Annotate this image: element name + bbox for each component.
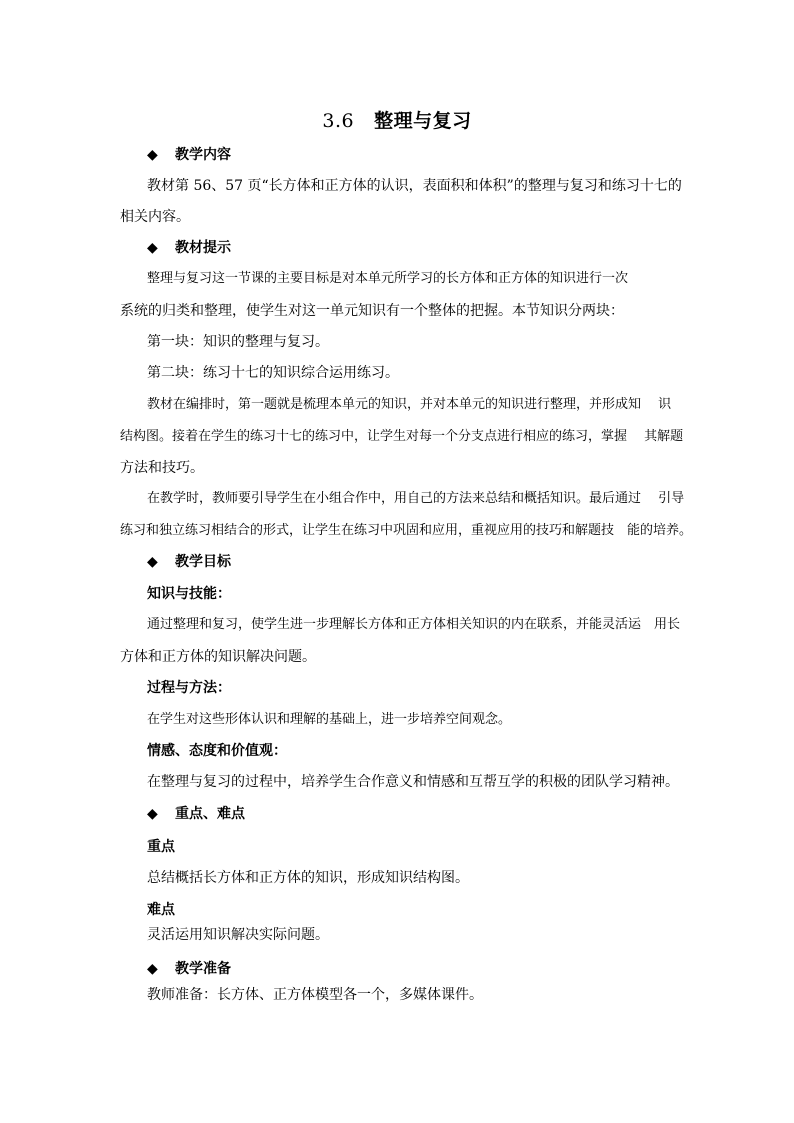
section-heading-hints <box>147 239 231 257</box>
paragraph-line: 相关内容。 <box>120 209 190 225</box>
paragraph-line: 在整理与复习的过程中，培养学生合作意义和情感和互帮互学的积极的团队学习精神。 <box>147 774 679 790</box>
section-heading-prep <box>147 960 231 978</box>
section-heading-text: 教材提示 <box>175 240 231 256</box>
paragraph-line: 练习和独立练习相结合的形式，让学生在练习中巩固和应用，重视应用的技巧和解题技 能的培养。 <box>120 523 693 538</box>
diamond-bullet-icon: ◆ <box>147 554 158 570</box>
diamond-bullet-icon: ◆ <box>147 806 158 822</box>
subheading-key: 重点 <box>147 839 175 855</box>
paragraph-line: 教材在编排时，第一题就是梳理本单元的知识，并对本单元的知识进行整理，并形成知 识 <box>147 397 672 412</box>
paragraph-line: 第二块：练习十七的知识综合运用练习。 <box>147 365 399 381</box>
subheading-difficulty: 难点 <box>147 902 175 918</box>
diamond-bullet-icon: ◆ <box>147 147 158 163</box>
page-title <box>0 106 794 133</box>
paragraph-line: 教材第 56、57 页“长方体和正方体的认识，表面积和体积”的整理与复习和练习十七的 <box>147 178 682 194</box>
section-heading-text: 重点、难点 <box>175 806 245 822</box>
paragraph-line: 在教学时，教师要引导学生在小组合作中，用自己的方法来总结和概括知识。最后通过 引导 <box>147 491 685 506</box>
paragraph-line: 方体和正方体的知识解决问题。 <box>120 649 316 665</box>
paragraph-line: 总结概括长方体和正方体的知识，形成知识结构图。 <box>147 870 469 886</box>
paragraph-line: 第一块：知识的整理与复习。 <box>147 334 329 350</box>
diamond-bullet-icon: ◆ <box>147 240 158 256</box>
section-heading-text: 教学准备 <box>175 961 231 977</box>
paragraph-line: 在学生对这些形体认识和理解的基础上，进一步培养空间观念。 <box>147 712 512 727</box>
section-heading-text: 教学内容 <box>175 147 231 163</box>
title-number: 3.6 <box>322 110 355 132</box>
subheading-knowledge: 知识与技能： <box>147 586 231 602</box>
paragraph-line: 教师准备：长方体、正方体模型各一个，多媒体课件。 <box>147 987 483 1003</box>
section-heading-text: 教学目标 <box>175 554 231 570</box>
paragraph-line: 通过整理和复习，使学生进一步理解长方体和正方体相关知识的内在联系，并能灵活运 用长 <box>147 617 681 632</box>
diamond-bullet-icon: ◆ <box>147 961 158 977</box>
section-heading-goals <box>147 553 231 571</box>
title-text: 整理与复习 <box>374 110 472 132</box>
subheading-process: 过程与方法： <box>147 680 231 696</box>
paragraph-line: 系统的归类和整理，使学生对这一单元知识有一个整体的把握。本节知识分两块： <box>120 303 624 319</box>
paragraph-line: 灵活运用知识解决实际问题。 <box>147 927 329 943</box>
paragraph-line: 结构图。接着在学生的练习十七的练习中，让学生对每一个分支点进行相应的练习，掌握 其解题 <box>120 429 684 444</box>
subheading-emotion: 情感、态度和价值观： <box>147 743 287 759</box>
paragraph-line: 方法和技巧。 <box>120 460 204 476</box>
section-heading-content <box>147 146 231 164</box>
section-heading-keypoints <box>147 805 245 823</box>
paragraph-line: 整理与复习这一节课的主要目标是对本单元所学习的长方体和正方体的知识进行一次 <box>147 271 629 286</box>
